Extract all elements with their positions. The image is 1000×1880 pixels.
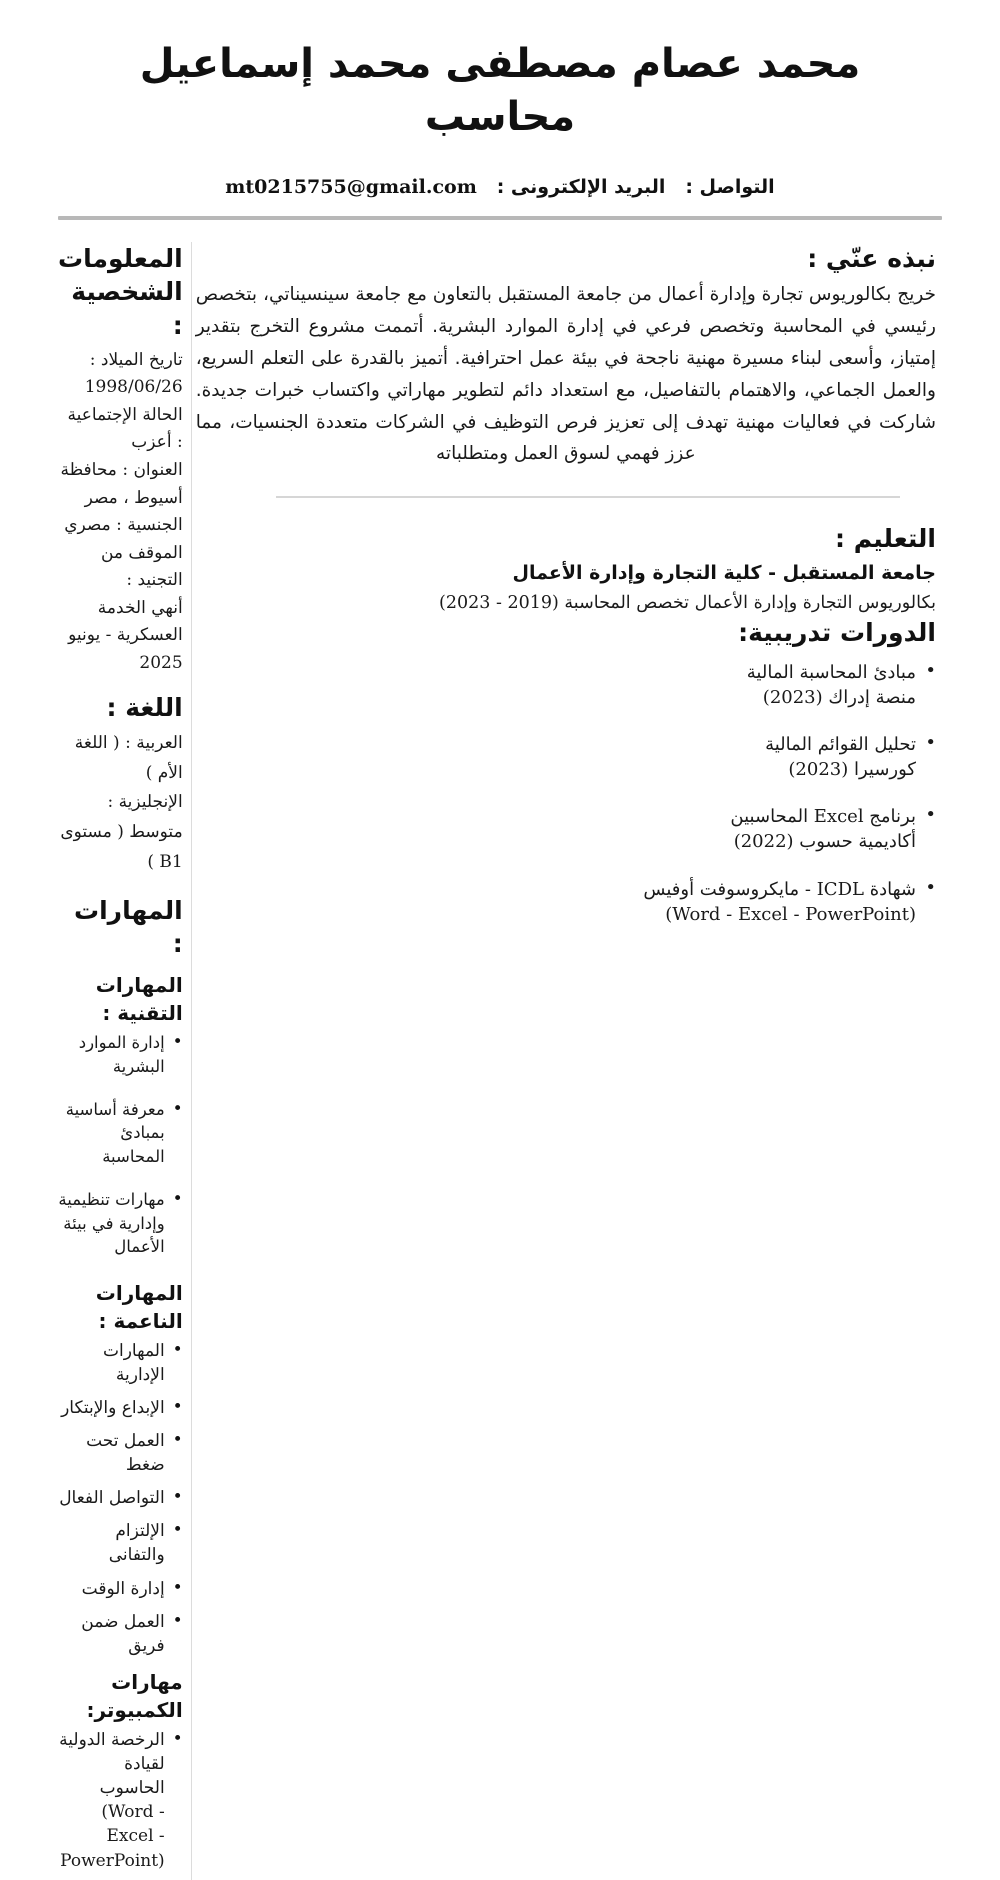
job-title: محاسب	[424, 93, 576, 140]
language-section-title: اللغة :	[106, 693, 183, 723]
personal-marital-status: الحالة الإجتماعية : أعزب	[67, 404, 183, 453]
list-item: • الإبداع والإبتكار	[58, 1396, 183, 1420]
cv-body	[40, 242, 960, 1880]
cv-right-column	[40, 242, 191, 1880]
about-text: خريج بكالوريوس تجارة وإدارة أعمال من جامعة المستقبل بالتعاون مع جامعة سينسيناتي، بتخصص رئيسي في المحاسبة وتخصص فرعي في إدارة الموارد البشرية. أتممت مشروع التخرج بتقدير إمتياز، وأسعى لبناء مسيرة مهنية ناجحة في بيئة عمل احترافية. أتميز بالقدرة على التعلم السريع، والعمل الجماعي، والاهتمام بالتفاصيل، مع استعداد دائم لتطوير مهاراتي واكتساب خبرات جديدة. شاركت في فعاليات مهنية تهدف إلى تعزيز فرص التوظيف في الشركات متعددة الجنسيات، مما عزز فهمي لسوق العمل ومتطلباته	[195, 284, 936, 465]
email-label: البريد الإلكترونى :	[496, 175, 666, 198]
language-arabic: العربية : ( اللغة الأم )	[74, 732, 183, 783]
course-provider: أكاديمية حسوب (2022)	[733, 831, 916, 853]
column-divider	[191, 242, 192, 1880]
personal-birth-date: تاريخ الميلاد : 1998/06/26	[84, 349, 183, 398]
skills-section-title: المهارات :	[73, 895, 183, 959]
courses-section-title: الدورات تدريبية:	[738, 617, 936, 647]
list-item: • إدارة الوقت	[58, 1577, 183, 1601]
contact-label: التواصل :	[685, 175, 775, 198]
list-item	[196, 732, 936, 782]
contact-line	[40, 176, 960, 198]
education-organization: جامعة المستقبل - كلية التجارة وإدارة الأعمال	[512, 561, 936, 584]
list-item	[58, 1728, 183, 1873]
course-name: برنامج Excel المحاسبين	[730, 806, 916, 828]
course-provider: (Word - Excel - PowerPoint)	[665, 903, 916, 925]
list-item: • مهارات تنظيمية وإدارية في بيئة الأعمال	[58, 1188, 183, 1258]
technical-skills-title: المهارات التقنية :	[95, 973, 183, 1026]
list-item	[196, 804, 936, 854]
computer-skill-name: الرخصة الدولية لقيادة الحاسوب	[59, 1729, 165, 1799]
technical-skills-list	[58, 1031, 183, 1258]
list-item: • التواصل الفعال	[58, 1486, 183, 1510]
soft-skills-title: المهارات الناعمة :	[95, 1280, 183, 1333]
list-item: • الإلتزام والتفانى	[58, 1519, 183, 1567]
computer-skills-list	[58, 1728, 183, 1873]
list-item	[196, 660, 936, 710]
course-name: مبادئ المحاسبة المالية	[746, 661, 916, 683]
list-item: • المهارات الإدارية	[58, 1339, 183, 1387]
course-provider: كورسيرا (2023)	[788, 759, 916, 781]
personal-address: العنوان : محافظة أسيوط ، مصر	[60, 459, 183, 508]
education-section-title: التعليم :	[835, 524, 936, 554]
personal-military-value: أنهي الخدمة العسكرية - يونيو 2025	[68, 597, 183, 673]
header-divider	[58, 216, 942, 220]
computer-skills-title: مهارات الكمبيوتر:	[86, 1669, 183, 1722]
language-english: الإنجليزية : متوسط ( مستوى B1 )	[60, 792, 183, 872]
list-item: • العمل تحت ضغط	[58, 1429, 183, 1477]
personal-military-label: الموقف من التجنيد :	[100, 542, 183, 591]
cv-left-column	[192, 242, 960, 949]
list-item	[196, 877, 936, 927]
page-title: محمد عصام مصطفى محمد إسماعيل	[139, 41, 861, 87]
course-name: شهادة ICDL - مايكروسوفت أوفيس	[643, 878, 916, 900]
personal-nationality: الجنسية : مصري	[64, 515, 183, 536]
list-item: • العمل ضمن فريق	[58, 1610, 183, 1658]
cv-header	[40, 30, 960, 198]
list-item: • إدارة الموارد البشرية	[58, 1031, 183, 1078]
courses-list	[196, 660, 936, 928]
list-item: • معرفة أساسية بمبادئ المحاسبة	[58, 1098, 183, 1168]
left-column-divider	[276, 496, 900, 498]
email-value[interactable]: mt0215755@gmail.com	[225, 175, 477, 198]
course-name: تحليل القوائم المالية	[765, 733, 916, 755]
soft-skills-list	[58, 1339, 183, 1658]
about-section-title: نبذه عنّي :	[807, 243, 936, 273]
personal-info-section-title: المعلومات الشخصية :	[57, 243, 183, 341]
computer-skill-detail: (Word - Excel - PowerPoint)	[60, 1802, 165, 1871]
education-detail: بكالوريوس التجارة وإدارة الأعمال تخصص المحاسبة (2019 - 2023)	[439, 592, 936, 613]
course-provider: منصة إدراك (2023)	[762, 686, 916, 708]
